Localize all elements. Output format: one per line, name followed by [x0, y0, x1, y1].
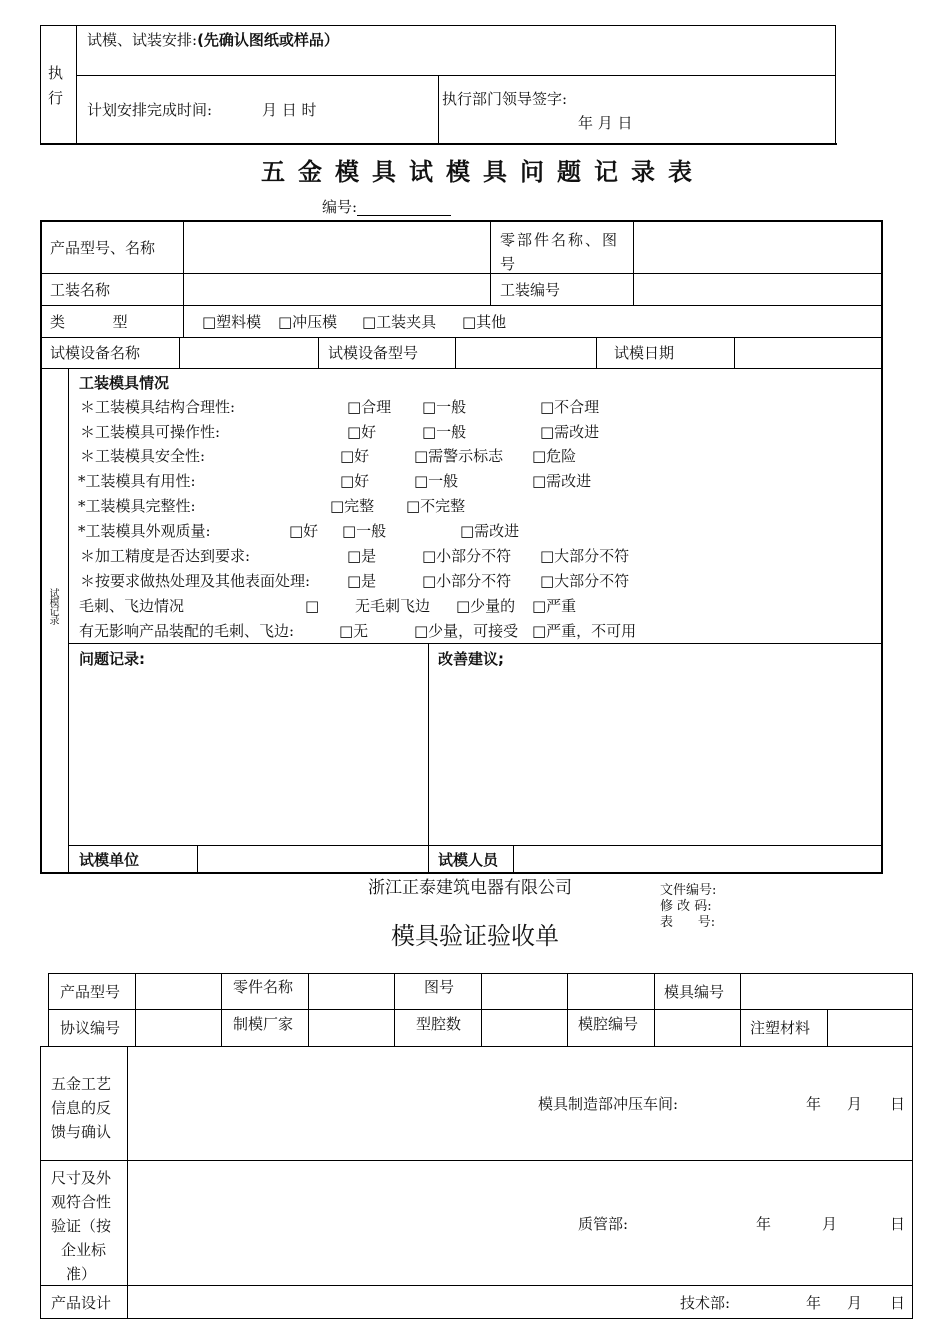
check-label: ＊工装模具可操作性: — [80, 423, 221, 441]
sec3-month: 月 — [847, 1294, 863, 1312]
doc-no-label: 文件编号: — [660, 883, 717, 898]
sec3-label: 产品设计 — [51, 1294, 112, 1312]
sec1-year: 年 — [806, 1095, 822, 1113]
check-option[interactable]: □好 — [347, 423, 377, 441]
check-option[interactable]: □一般 — [422, 398, 467, 416]
equip-name-label: 试模设备名称 — [50, 344, 141, 362]
type-label: 类 型 — [50, 313, 128, 331]
plan-time-label: 计划安排完成时间: — [87, 101, 213, 119]
mold-no-label: 模具编号 — [664, 983, 725, 1001]
check-option[interactable]: □好 — [340, 472, 370, 490]
part-label: 零部件名称、图号 — [500, 231, 620, 273]
section-title: 工装模具情况 — [79, 374, 170, 392]
leader-sign-label: 执行部门领导签字: — [442, 90, 568, 108]
serial-label: 编号: — [322, 198, 358, 216]
sec3-day: 日 — [890, 1294, 906, 1312]
check-label: ＊加工精度是否达到要求: — [80, 547, 251, 565]
improve-textarea[interactable] — [432, 672, 878, 840]
sec2-sign-label: 质管部: — [578, 1215, 629, 1233]
trial-date-label: 试模日期 — [614, 344, 675, 362]
tool-no-label: 工装编号 — [500, 281, 561, 299]
check-option[interactable]: □一般 — [342, 522, 387, 540]
form2-title: 模具验证验收单 — [391, 922, 559, 950]
improve-label: 改善建议; — [438, 650, 504, 668]
check-option[interactable]: □无 — [339, 622, 369, 640]
form1-title: 五金模具试模具问题记录表 — [261, 158, 705, 186]
trial-record-side-label: 试模记录 — [47, 588, 58, 624]
check-option[interactable]: □ — [305, 597, 320, 615]
sec3-year: 年 — [806, 1294, 822, 1312]
drawing-no-label: 图号 — [424, 978, 455, 996]
check-label: 有无影响产品装配的毛刺、飞边: — [79, 622, 295, 640]
product-label: 产品型号、名称 — [50, 239, 156, 257]
sec1-month: 月 — [847, 1095, 863, 1113]
check-label: ＊按要求做热处理及其他表面处理: — [80, 572, 311, 590]
injection-material-label: 注塑材料 — [750, 1019, 811, 1037]
rev-no-label: 修 改 码: — [660, 899, 712, 914]
check-option[interactable]: □大部分不符 — [540, 572, 630, 590]
sec2-year: 年 — [756, 1215, 772, 1233]
unit-label: 试模单位 — [79, 851, 140, 869]
type-option-fixture[interactable]: □工装夹具 — [362, 313, 437, 331]
check-option[interactable]: □一般 — [414, 472, 459, 490]
type-option-plastic[interactable]: □塑料模 — [202, 313, 262, 331]
check-option[interactable]: □需改进 — [460, 522, 520, 540]
check-option[interactable]: □小部分不符 — [422, 547, 512, 565]
tool-name-label: 工装名称 — [50, 281, 111, 299]
check-option[interactable]: □危险 — [532, 447, 577, 465]
sec2-day: 日 — [890, 1215, 906, 1233]
problem-label: 问题记录: — [79, 650, 145, 668]
sec2-label: 尺寸及外 观符合性 验证（按 企业标 准） — [51, 1169, 112, 1283]
check-label: *工装模具外观质量: — [78, 522, 211, 540]
check-option[interactable]: □合理 — [347, 398, 392, 416]
sec1-label: 五金工艺 信息的反 馈与确认 — [51, 1075, 112, 1141]
table-no-label: 表 号: — [660, 915, 716, 930]
check-option-text: 无毛刺飞边 — [355, 597, 431, 615]
exec-label-2: 行 — [48, 89, 64, 107]
check-option[interactable]: □需改进 — [532, 472, 592, 490]
equip-model-label: 试模设备型号 — [328, 344, 419, 362]
check-option[interactable]: □严重，不可用 — [532, 622, 637, 640]
arrange-label: 试模、试装安排:(先确认图纸或样品） — [87, 31, 339, 49]
staff-label: 试模人员 — [438, 851, 499, 869]
check-option[interactable]: □少量，可接受 — [414, 622, 519, 640]
check-label: 毛刺、飞边情况 — [79, 597, 185, 615]
sec1-sign-label: 模具制造部冲压车间: — [538, 1095, 679, 1113]
agreement-no-label: 协议编号 — [60, 1019, 121, 1037]
company-name: 浙江正泰建筑电器有限公司 — [368, 878, 572, 898]
cavity-no-label: 模腔编号 — [578, 1015, 639, 1033]
exec-label-1: 执 — [48, 64, 64, 82]
check-label: ＊工装模具结构合理性: — [80, 398, 236, 416]
cavity-count-label: 型腔数 — [416, 1015, 462, 1033]
check-option[interactable]: □完整 — [330, 497, 375, 515]
check-label: *工装模具完整性: — [78, 497, 196, 515]
check-option[interactable]: □小部分不符 — [422, 572, 512, 590]
check-option[interactable]: □是 — [347, 547, 377, 565]
leader-date: 年 月 日 — [578, 114, 633, 132]
check-option[interactable]: □少量的 — [456, 597, 516, 615]
part-name-label: 零件名称 — [233, 978, 294, 996]
problem-textarea[interactable] — [72, 672, 424, 840]
check-option[interactable]: □不完整 — [406, 497, 466, 515]
sec3-sign-label: 技术部: — [680, 1294, 731, 1312]
check-label: *工装模具有用性: — [78, 472, 196, 490]
check-option[interactable]: □不合理 — [540, 398, 600, 416]
check-option[interactable]: □一般 — [422, 423, 467, 441]
product-model-label: 产品型号 — [60, 983, 121, 1001]
check-option[interactable]: □需改进 — [540, 423, 600, 441]
check-label: ＊工装模具安全性: — [80, 447, 206, 465]
type-option-stamping[interactable]: □冲压模 — [278, 313, 338, 331]
type-option-other[interactable]: □其他 — [462, 313, 507, 331]
check-option[interactable]: □严重 — [532, 597, 577, 615]
sec2-month: 月 — [822, 1215, 838, 1233]
check-option[interactable]: □好 — [289, 522, 319, 540]
sec1-day: 日 — [890, 1095, 906, 1113]
check-option[interactable]: □大部分不符 — [540, 547, 630, 565]
check-option[interactable]: □是 — [347, 572, 377, 590]
mold-maker-label: 制模厂家 — [233, 1015, 294, 1033]
plan-date: 月 日 时 — [262, 101, 317, 119]
check-option[interactable]: □需警示标志 — [414, 447, 504, 465]
check-option[interactable]: □好 — [340, 447, 370, 465]
